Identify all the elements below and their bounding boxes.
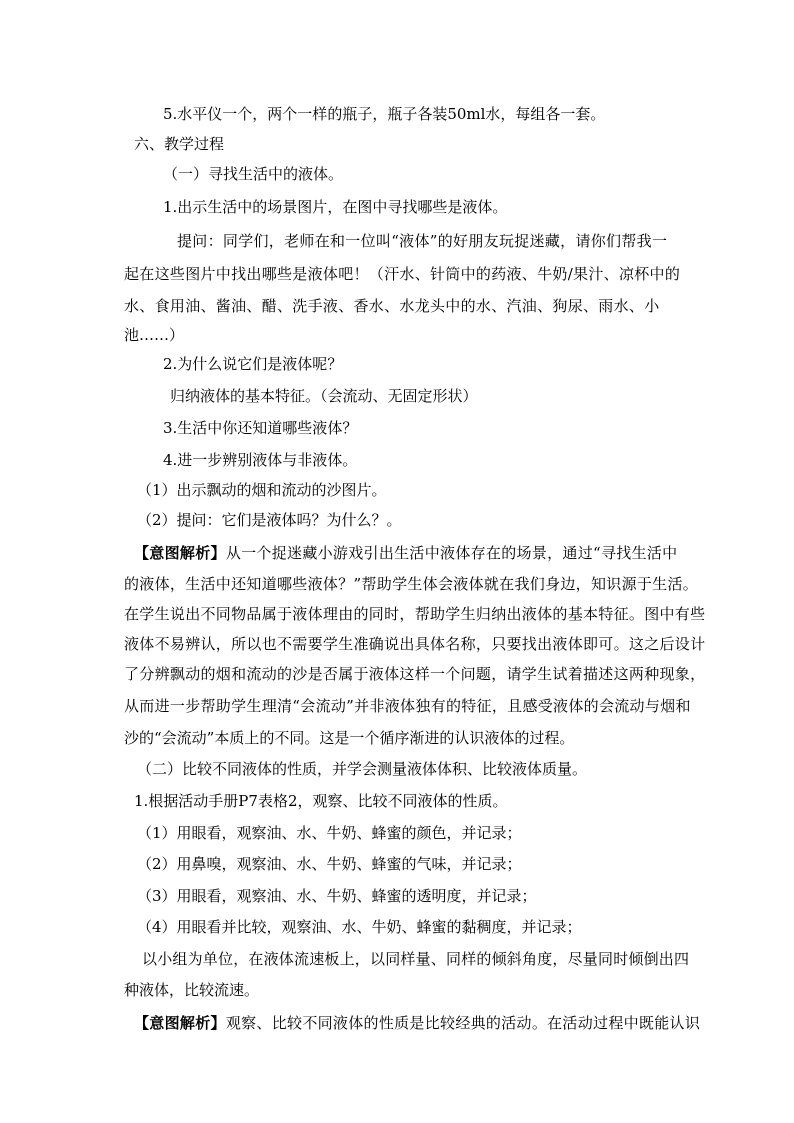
text-line: 了分辨飘动的烟和流动的沙是否属于液体这样一个问题，请学生试着描述这两种现象，	[124, 665, 706, 683]
section-heading: 六、教学过程	[134, 135, 225, 153]
text-line: 沙的“会流动”本质上的不同。这是一个循序渐进的认识液体的过程。	[124, 729, 575, 747]
subsection-heading: （一）寻找生活中的液体。	[163, 165, 344, 183]
text-line: 5.水平仪一个，两个一样的瓶子，瓶子各装50ml水，每组各一套。	[163, 105, 606, 123]
text-line: 3.生活中你还知道哪些液体？	[163, 419, 358, 437]
text-line: 从一个捉迷藏小游戏引出生活中液体存在的场景，通过“寻找生活中	[225, 544, 678, 562]
text-line: （1）用眼看，观察油、水、牛奶、蜂蜜的颜色，并记录；	[137, 824, 522, 842]
text-line: 的液体，生活中还知道哪些液体？”帮助学生体会液体就在我们身边，知识源于生活。	[124, 575, 699, 593]
text-line: （3）用眼看，观察油、水、牛奶、蜂蜜的透明度，并记录；	[137, 887, 537, 905]
text-line: 提问：同学们，老师在和一位叫“液体”的好朋友玩捉迷藏，请你们帮我一	[177, 232, 668, 250]
intent-analysis-paragraph	[134, 543, 677, 563]
text-line: 4.进一步辨别液体与非液体。	[163, 451, 358, 469]
text-line: 液体不易辨认，所以也不需要学生准确说出具体名称，只要找出液体即可。这之后设计	[124, 635, 706, 653]
text-line: （2）用鼻嗅，观察油、水、牛奶、蜂蜜的气味，并记录；	[137, 855, 522, 873]
intent-analysis-paragraph	[134, 1013, 700, 1033]
text-line: 2.为什么说它们是液体呢？	[163, 355, 343, 373]
intent-analysis-tag: 【意图解析】	[134, 1014, 226, 1032]
text-line: 观察、比较不同液体的性质是比较经典的活动。在活动过程中既能认识	[225, 1014, 701, 1032]
text-line: 水、食用油、酱油、醋、洗手液、香水、水龙头中的水、汽油、狗尿、雨水、小	[124, 297, 660, 315]
text-line: 种液体，比较流速。	[124, 981, 260, 999]
text-line: 1.根据活动手册P7表格2，观察、比较不同液体的性质。	[134, 792, 508, 810]
text-line: 归纳液体的基本特征。（会流动、无固定形状）	[170, 387, 478, 405]
text-line: 池……）	[124, 326, 185, 344]
text-line: 起在这些图片中找出哪些是液体吧！（汗水、针筒中的药液、牛奶/果汁、凉杯中的	[124, 265, 681, 283]
text-line: （1）出示飘动的烟和流动的沙图片。	[137, 481, 387, 499]
subsection-heading: （二）比较不同液体的性质，并学会测量液体体积、比较液体质量。	[137, 760, 588, 778]
text-line: （2）提问：它们是液体吗？为什么？。	[137, 511, 402, 529]
text-line: （4）用眼看并比较，观察油、水、牛奶、蜂蜜的黏稠度，并记录；	[137, 918, 582, 936]
text-line: 以小组为单位，在液体流速板上，以同样量、同样的倾斜角度，尽量同时倾倒出四	[142, 950, 690, 968]
text-line: 从而进一步帮助学生理清“会流动”并非液体独有的特征，且感受液体的会流动与烟和	[124, 697, 691, 715]
text-line: 1.出示生活中的场景图片，在图中寻找哪些是液体。	[163, 198, 508, 216]
intent-analysis-tag: 【意图解析】	[134, 544, 226, 562]
text-line: 在学生说出不同物品属于液体理由的同时，帮助学生归纳出液体的基本特征。图中有些	[124, 605, 706, 623]
